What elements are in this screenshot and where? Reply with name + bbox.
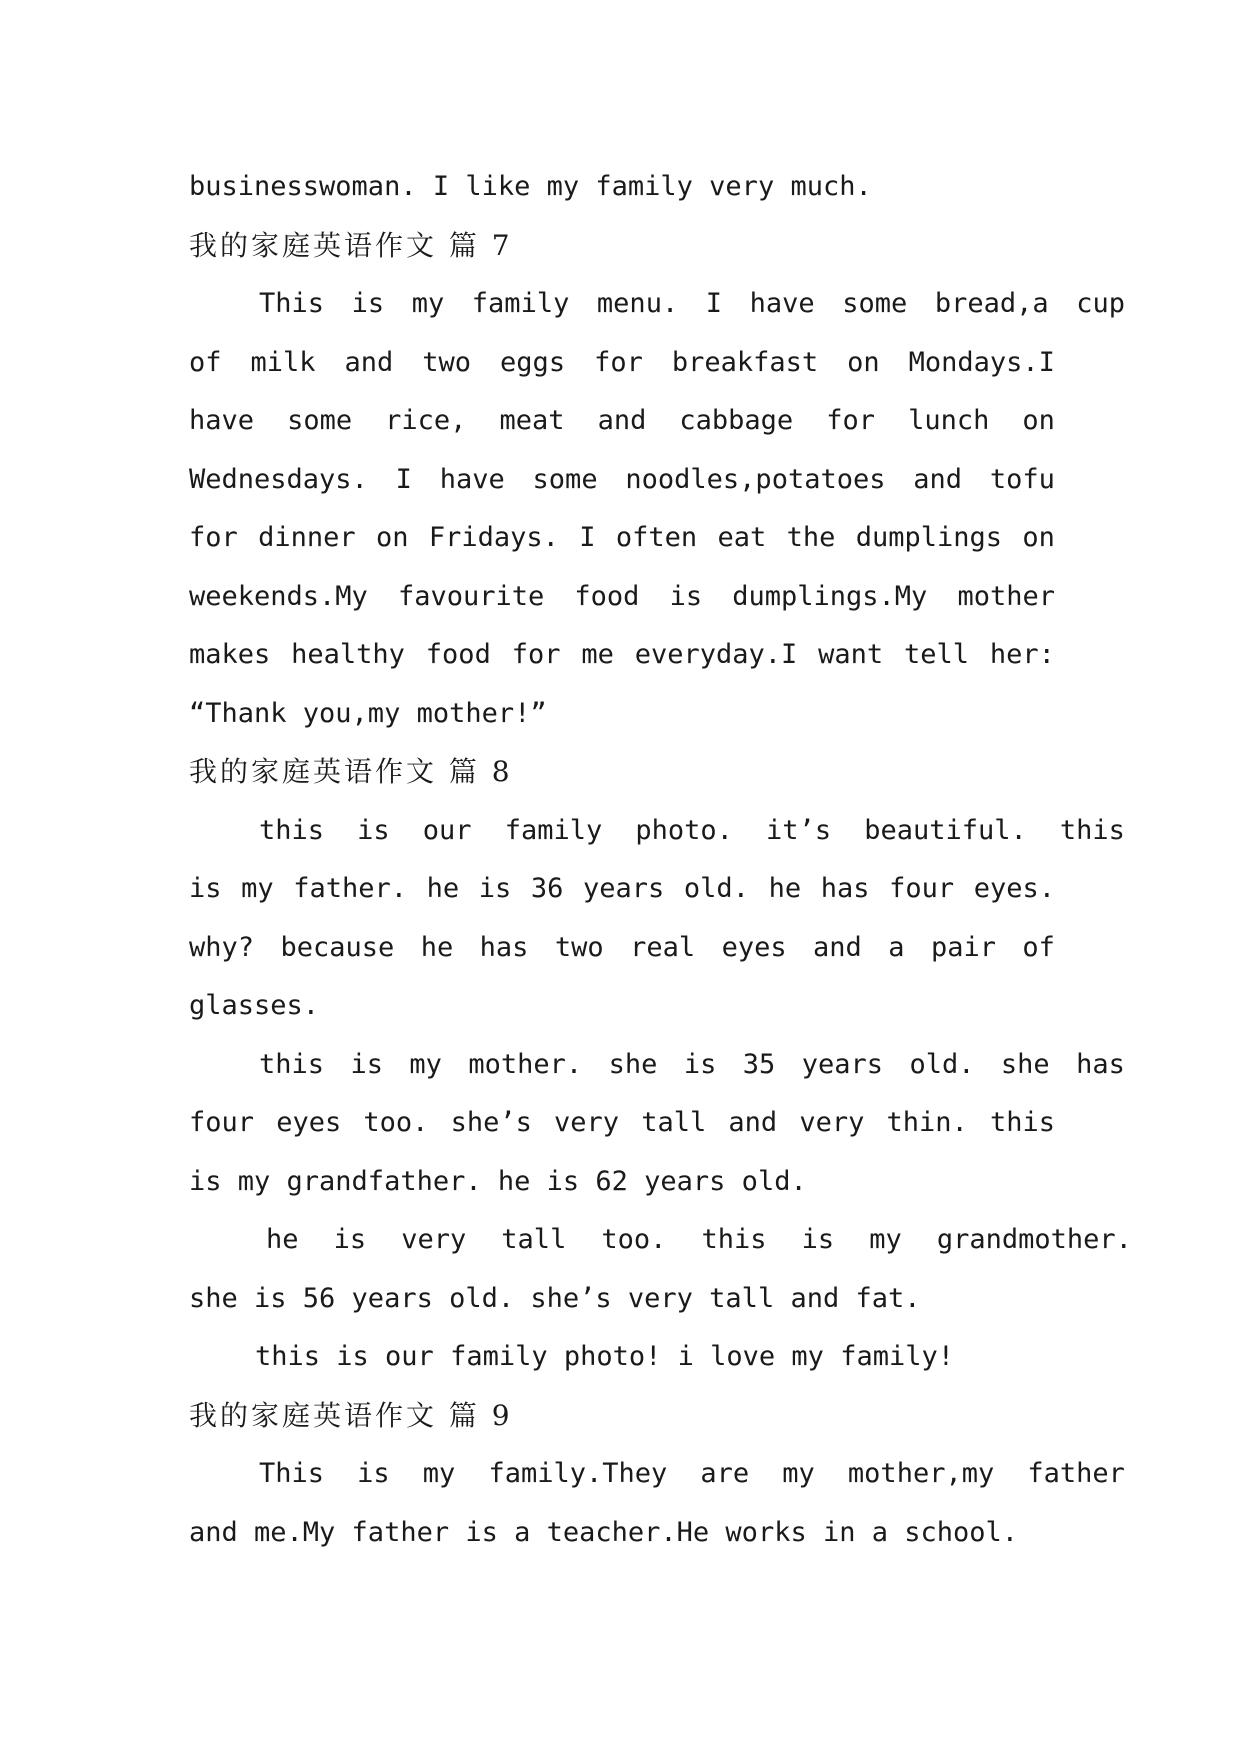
word: I [705,288,723,319]
word: my [869,1224,902,1255]
section-8-paragraph-2 [189,1036,1125,1212]
word: dumplings.My [732,580,928,612]
word: this [259,814,325,846]
word: some [287,405,353,436]
word: 35 [742,1048,776,1080]
paragraph-last-line: glasses. [189,990,320,1021]
word: real [630,931,696,963]
word: eyes [276,1107,342,1138]
word: mother. [468,1048,583,1080]
word: very [554,1107,620,1138]
word: This [259,288,325,319]
word: Fridays. [428,522,559,553]
word: tell [904,639,970,670]
word: want [818,639,884,670]
word: Mondays.I [908,346,1055,378]
word: on [1022,405,1055,436]
word: tall [501,1224,567,1255]
word: of [189,346,222,378]
word: is [189,873,222,904]
word: my [411,288,445,319]
word: is [333,1224,367,1255]
word: is [357,814,390,846]
word: my [422,1458,456,1489]
word: and [597,405,647,436]
word: cup [1076,288,1125,319]
word: is [350,1048,383,1080]
word: has [479,931,529,963]
paragraph-line [189,1094,1055,1153]
word: family [504,814,603,846]
paragraph-line [189,1211,1132,1270]
word: I [579,522,596,553]
word: food [425,639,491,670]
word: everyday.I [634,639,798,670]
word: he [266,1224,299,1255]
section-9-paragraph [189,1445,1125,1562]
word: two [554,931,604,963]
word: for [511,639,561,670]
word: old. [909,1048,975,1080]
word: old. [683,873,749,904]
word: family.They [488,1458,668,1489]
word: eat [717,522,767,553]
word: rice, [385,405,467,436]
word: years [801,1048,884,1080]
word: food [574,580,640,612]
word: my [409,1048,442,1080]
word: pair [930,931,996,963]
word: is [351,288,385,319]
word: some [532,463,598,495]
word: beautiful. [864,814,1027,846]
word: eyes [721,931,787,963]
word: noodles,potatoes [625,463,886,495]
intro-line: businesswoman. I like my family very much. [189,171,872,202]
paragraph-line [189,919,1055,978]
section-8-paragraph-3 [189,1211,1132,1328]
word: too. [601,1224,667,1255]
section-8-paragraph-1 [189,802,1125,1036]
word: mother,my [847,1458,995,1489]
word: this [259,1048,325,1080]
word: dinner [258,522,356,553]
word: I [395,463,412,495]
word: has [1076,1048,1125,1080]
word: her: [989,639,1055,670]
word: why? [189,931,255,963]
section-8-heading: 我的家庭英语作文 篇 8 [189,755,513,788]
word: on [376,522,409,553]
word: too. [363,1107,429,1138]
word: he [420,931,454,963]
word: have [439,463,505,495]
word: dumplings [855,522,1003,553]
word: are [700,1458,750,1489]
word: is [801,1224,835,1255]
word: mother [957,580,1055,612]
paragraph-line [189,509,1055,568]
section-7-paragraph [189,275,1125,743]
word: Wednesdays. [189,463,368,495]
word: and [728,1107,778,1138]
word: my [782,1458,815,1489]
word: this [1059,814,1125,846]
word: grandmother. [936,1224,1132,1255]
word: favourite [397,580,545,612]
word: and [344,346,394,378]
word: this [701,1224,767,1255]
word: of [1022,931,1055,963]
word: very [799,1107,865,1138]
word: 36 [530,873,564,904]
section-8-paragraph-4: this is our family photo! i love my family! [255,1341,954,1372]
word: tall [641,1107,707,1138]
word: she [1000,1048,1050,1080]
word: he [426,873,460,904]
word: the [786,522,836,553]
paragraph-line [189,275,1125,334]
paragraph-last-line: is my grandfather. he is 62 years old. [189,1165,807,1197]
word: and [913,463,963,495]
word: breakfast [671,346,819,378]
word: our [422,814,472,846]
word: father [1027,1458,1125,1489]
word: me [581,639,614,670]
word: often [615,522,698,553]
paragraph-line [189,451,1055,510]
paragraph-line [189,392,1055,451]
section-7-heading: 我的家庭英语作文 篇 7 [189,228,513,262]
word: have [749,288,815,319]
word: very [401,1224,467,1255]
word: eyes. [973,873,1055,904]
word: my [241,873,274,904]
word: bread,a [934,288,1049,319]
word: a [888,931,905,963]
word: milk [250,346,316,378]
word: for [826,405,876,436]
word: is [478,873,512,904]
word: because [280,931,395,963]
word: meat [499,405,565,436]
word: is [669,580,703,612]
word: years [583,873,665,904]
word: makes [189,639,271,670]
word: weekends.My [189,580,368,612]
word: has [820,873,870,904]
word: father. [293,873,408,904]
word: tofu [989,463,1055,495]
paragraph-line [189,802,1125,861]
paragraph-last-line: “Thank you,my mother!” [189,697,547,729]
word: lunch [908,405,990,436]
word: four [889,873,955,904]
word: is [683,1048,717,1080]
word: she’s [450,1107,532,1138]
word: eggs [500,346,566,378]
word: This [259,1458,325,1489]
paragraph-line [189,626,1055,685]
word: two [422,346,472,378]
word: some [842,288,908,319]
word: on [1022,522,1055,553]
word: she [608,1048,658,1080]
paragraph-line [189,860,1055,919]
paragraph-last-line: she is 56 years old. she’s very tall and fat. [189,1282,921,1314]
document-body [189,158,1132,1562]
paragraph-line [189,1036,1125,1095]
word: menu. [596,288,679,319]
word: is [357,1458,390,1489]
word: photo. [635,814,733,846]
word: family [471,288,570,319]
word: on [847,346,880,378]
word: for [594,346,643,378]
word: thin. [886,1107,968,1138]
word: this [989,1107,1055,1138]
word: and [813,931,862,963]
word: have [189,405,255,436]
word: four [189,1107,255,1138]
word: healthy [291,639,405,670]
word: cabbage [679,405,794,436]
word: for [189,522,238,553]
paragraph-line [189,1445,1125,1504]
section-9-heading: 我的家庭英语作文 篇 9 [189,1398,513,1432]
paragraph-line [189,568,1055,627]
paragraph-line [189,334,1055,393]
word: he [768,873,802,904]
word: it’s [766,814,832,846]
paragraph-last-line: and me.My father is a teacher.He works in a school. [189,1516,1019,1548]
